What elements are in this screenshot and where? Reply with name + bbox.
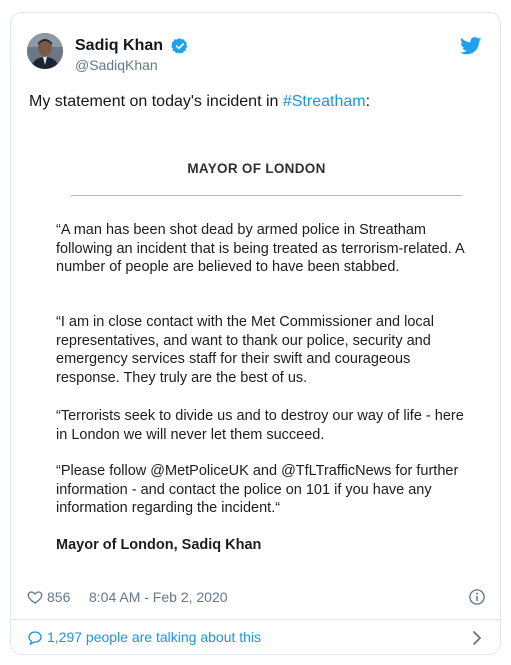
statement-divider: [71, 195, 462, 196]
hashtag-link[interactable]: #Streatham: [282, 93, 366, 110]
info-icon[interactable]: [468, 588, 486, 606]
display-name[interactable]: Sadiq Khan: [75, 37, 164, 54]
statement-paragraph-2: “I am in close contact with the Met Commissioner and local representatives, and want to thank our police, security and emergency services staff for their swift and courageous response. They truly are the best of us.: [56, 314, 434, 387]
chevron-right-icon[interactable]: [472, 631, 482, 645]
tweet-text: [29, 91, 486, 113]
statement-paragraph-3: “Terrorists seek to divide us and to destroy our way of life - here in London we will never let them succeed.: [56, 408, 464, 443]
heart-icon[interactable]: [27, 589, 43, 605]
tweet-card[interactable]: [10, 12, 501, 655]
statement-image[interactable]: [25, 125, 488, 573]
verified-badge-icon: [171, 37, 189, 55]
tweet-text-prefix: My statement on today's incident in: [29, 93, 283, 110]
statement-signature: Mayor of London, Sadiq Khan: [56, 537, 262, 553]
avatar[interactable]: [27, 33, 63, 69]
like-count[interactable]: 856: [47, 589, 71, 605]
statement-paragraph-1: “A man has been shot dead by armed police in Streatham following an incident that is being treated as terrorism-related. A number of people are believed to have been stabbed.: [56, 222, 464, 276]
tweet-timestamp[interactable]: 8:04 AM - Feb 2, 2020: [89, 589, 228, 605]
statement-heading: MAYOR OF LONDON: [187, 161, 326, 176]
user-handle[interactable]: @SadiqKhan: [75, 57, 158, 74]
tweet-meta: [25, 587, 486, 609]
twitter-bird-icon[interactable]: [460, 37, 482, 55]
speech-bubble-icon: [27, 630, 43, 646]
user-identity: [75, 37, 189, 73]
statement-paragraph-4: “Please follow @MetPoliceUK and @TfLTrafficNews for further information - and contact the police on 101 if you have any information regarding the incident.“: [56, 463, 459, 517]
tweet-text-suffix: :: [365, 93, 371, 110]
tweet-header: [25, 27, 486, 75]
footer-divider: [11, 619, 500, 620]
conversation-count-text[interactable]: 1,297 people are talking about this: [47, 629, 262, 645]
conversation-link[interactable]: [25, 627, 486, 649]
